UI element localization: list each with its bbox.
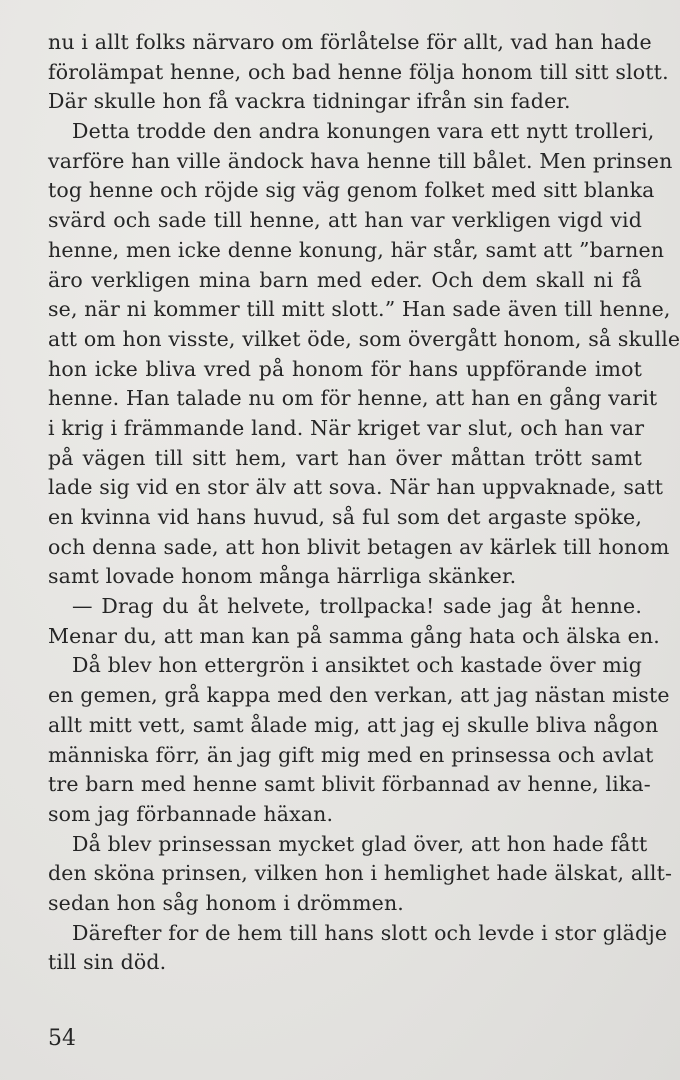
- text-line: varföre han ville ändock hava henne till bålet. Men prinsen: [48, 148, 673, 173]
- text-line: en gemen, grå kappa med den verkan, att jag nästan miste: [48, 683, 670, 708]
- text-line: i krig i främmande land. När kriget var slut, och han var: [48, 415, 645, 440]
- text-line: äro verkligen mina barn med eder. Och dem skall ni få: [48, 267, 642, 292]
- text-line: Där skulle hon få vackra tidningar ifrån sin fader.: [48, 89, 571, 114]
- text-line: att om hon visste, vilket öde, som övergått honom, så skulle: [48, 326, 680, 351]
- text-line: på vägen till sitt hem, vart han över måttan trött samt: [48, 445, 642, 470]
- text-line: till sin död.: [48, 950, 167, 975]
- text-line: människa förr, än jag gift mig med en prinsessa och avlat: [48, 742, 654, 767]
- text-line: Då blev hon ettergrön i ansiktet och kastade över mig: [72, 653, 642, 678]
- text-line: henne. Han talade nu om för henne, att han en gång varit: [48, 386, 658, 411]
- text-line: förolämpat henne, och bad henne följa honom till sitt slott.: [48, 59, 669, 84]
- text-line: Detta trodde den andra konungen vara ett nytt trolleri,: [72, 119, 655, 144]
- text-line: tog henne och röjde sig väg genom folket med sitt blanka: [48, 178, 655, 203]
- text-line: den sköna prinsen, vilken hon i hemlighet hade älskat, allt-: [48, 861, 673, 886]
- text-line: tre barn med henne samt blivit förbannad av henne, lika-: [48, 772, 651, 797]
- paragraph: [48, 117, 680, 592]
- paragraph: [48, 919, 668, 978]
- text-line: se, när ni kommer till mitt slott.” Han sade även till henne,: [48, 297, 671, 322]
- text-line: samt lovade honom många härrliga skänker.: [48, 564, 517, 589]
- text-line: svärd och sade till henne, att han var verkligen vigd vid: [48, 208, 642, 233]
- book-page-text: [48, 28, 680, 978]
- text-line: — Drag du åt helvete, trollpacka! sade jag åt henne.: [72, 594, 642, 619]
- paragraph: [48, 830, 673, 919]
- text-line: henne, men icke denne konung, här står, samt att ”barnen: [48, 237, 665, 262]
- paragraph: [48, 651, 670, 829]
- text-line: lade sig vid en stor älv att sova. När han uppvaknade, satt: [48, 475, 664, 500]
- text-line: och denna sade, att hon blivit betagen av kärlek till honom: [48, 534, 670, 559]
- text-line: Då blev prinsessan mycket glad över, att hon hade fått: [72, 831, 648, 856]
- text-line: hon icke bliva vred på honom för hans uppförande imot: [48, 356, 642, 381]
- text-line: Därefter for de hem till hans slott och levde i stor glädje: [72, 920, 668, 945]
- page-number: 54: [48, 1026, 76, 1051]
- text-line: en kvinna vid hans huvud, så ful som det argaste spöke,: [48, 505, 642, 529]
- text-line: Menar du, att man kan på samma gång hata och älska en.: [48, 623, 660, 648]
- paragraph: [48, 28, 669, 117]
- text-line: nu i allt folks närvaro om förlåtelse för allt, vad han hade: [48, 30, 652, 54]
- text-line: allt mitt vett, samt ålade mig, att jag ej skulle bliva någon: [48, 712, 659, 737]
- text-line: sedan hon såg honom i drömmen.: [48, 890, 404, 915]
- text-line: som jag förbannade häxan.: [48, 801, 334, 826]
- text-body: [48, 28, 680, 978]
- paragraph: [48, 592, 660, 651]
